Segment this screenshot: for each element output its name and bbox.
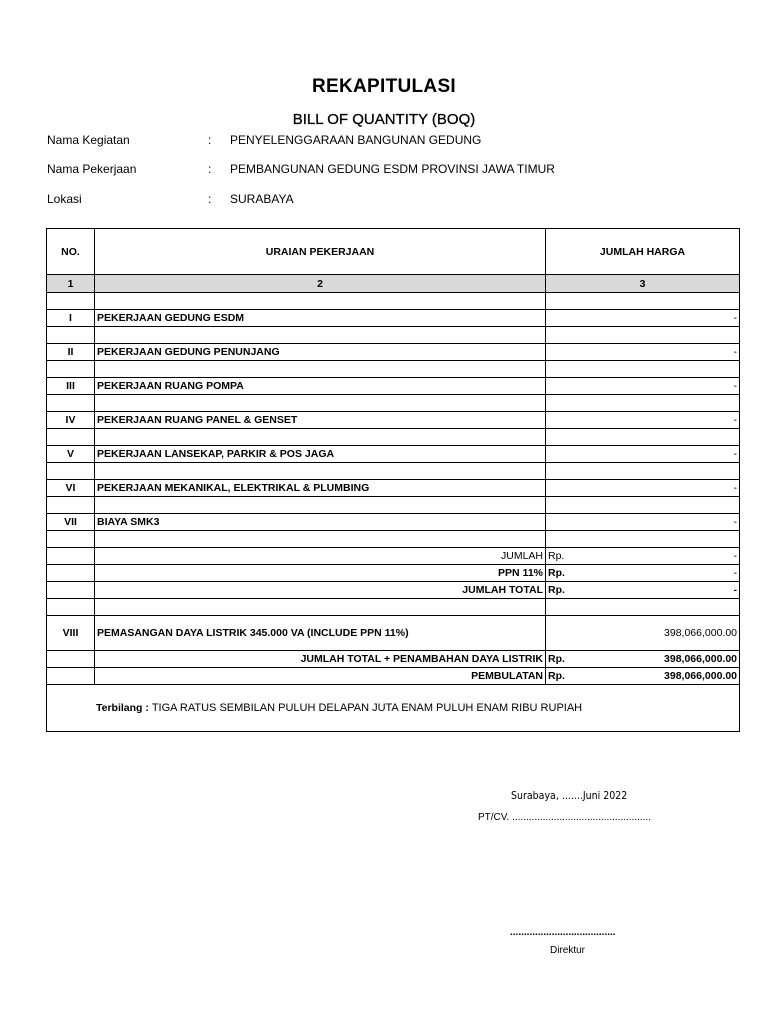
pembulatan-row xyxy=(47,668,740,685)
item-no: III xyxy=(47,378,95,395)
spacer-row xyxy=(47,599,740,616)
spacer-row xyxy=(47,327,740,344)
table-row xyxy=(47,378,740,395)
item-no: VI xyxy=(47,480,95,497)
table-row xyxy=(47,480,740,497)
ppn-amount: - xyxy=(582,565,740,582)
info-value: PENYELENGGARAAN BANGUNAN GEDUNG xyxy=(230,133,482,147)
info-label: Lokasi xyxy=(47,192,82,206)
item-amount: - xyxy=(546,514,740,531)
spacer-row xyxy=(47,531,740,548)
column-number-3: 3 xyxy=(546,275,740,293)
spacer-row xyxy=(47,361,740,378)
jumlah-row xyxy=(47,548,740,565)
total-daya-currency: Rp. xyxy=(546,651,582,668)
item-desc: PEMASANGAN DAYA LISTRIK 345.000 VA (INCLUDE PPN 11%) xyxy=(95,616,546,651)
table-row xyxy=(47,514,740,531)
total-daya-row xyxy=(47,651,740,668)
item-amount: - xyxy=(546,480,740,497)
jumlah-total-label: JUMLAH TOTAL xyxy=(95,582,546,599)
item-desc: BIAYA SMK3 xyxy=(95,514,546,531)
jumlah-label: JUMLAH xyxy=(95,548,546,565)
info-label: Nama Pekerjaan xyxy=(47,162,137,176)
column-number-row xyxy=(47,275,740,293)
signatory-title: Direktur xyxy=(550,945,586,956)
info-label: Nama Kegiatan xyxy=(47,133,130,147)
item-amount: - xyxy=(546,446,740,463)
jumlah-amount: - xyxy=(582,548,740,565)
info-colon: : xyxy=(208,192,212,206)
pembulatan-label: PEMBULATAN xyxy=(95,668,546,685)
item-amount: - xyxy=(546,378,740,395)
spacer-row xyxy=(47,395,740,412)
item-desc: PEKERJAAN GEDUNG ESDM xyxy=(95,310,546,327)
item-no: VIII xyxy=(47,616,95,651)
spacer-row xyxy=(47,293,740,310)
column-number-2: 2 xyxy=(95,275,546,293)
item-desc: PEKERJAAN MEKANIKAL, ELEKTRIKAL & PLUMBING xyxy=(95,480,546,497)
document-title: REKAPITULASI xyxy=(312,76,456,97)
item-desc: PEKERJAAN RUANG POMPA xyxy=(95,378,546,395)
info-colon: : xyxy=(208,133,212,147)
terbilang-value: TIGA RATUS SEMBILAN PULUH DELAPAN JUTA ENAM PULUH ENAM RIBU RUPIAH xyxy=(151,702,583,714)
item-no: V xyxy=(47,446,95,463)
ppn-label: PPN 11% xyxy=(95,565,546,582)
terbilang-label: Terbilang : xyxy=(96,702,149,714)
document-subtitle: BILL OF QUANTITY (BOQ) xyxy=(292,111,476,128)
header-no: NO. xyxy=(47,229,95,275)
boq-table xyxy=(46,228,740,732)
jumlah-currency: Rp. xyxy=(546,548,582,565)
item-no: VII xyxy=(47,514,95,531)
ppn-row xyxy=(47,565,740,582)
item-desc: PEKERJAAN GEDUNG PENUNJANG xyxy=(95,344,546,361)
table-row xyxy=(47,344,740,361)
jumlah-total-currency: Rp. xyxy=(546,582,582,599)
item-desc: PEKERJAAN LANSEKAP, PARKIR & POS JAGA xyxy=(95,446,546,463)
total-daya-label: JUMLAH TOTAL + PENAMBAHAN DAYA LISTRIK xyxy=(95,651,546,668)
company-line: PT/CV. .................................................. xyxy=(478,812,652,823)
item-no: I xyxy=(47,310,95,327)
table-row xyxy=(47,412,740,429)
item-amount: 398,066,000.00 xyxy=(546,616,740,651)
header-uraian: URAIAN PEKERJAAN xyxy=(95,229,546,275)
terbilang-row xyxy=(47,685,740,732)
item-amount: - xyxy=(546,344,740,361)
item-amount: - xyxy=(546,412,740,429)
total-daya-amount: 398,066,000.00 xyxy=(582,651,740,668)
table-header-row xyxy=(47,229,740,275)
ppn-currency: Rp. xyxy=(546,565,582,582)
signature-line: ...................................... xyxy=(510,927,616,938)
spacer-row xyxy=(47,463,740,480)
table-row xyxy=(47,310,740,327)
item-amount: - xyxy=(546,310,740,327)
info-colon: : xyxy=(208,162,212,176)
info-value: SURABAYA xyxy=(230,192,294,206)
jumlah-total-amount: - xyxy=(582,582,740,599)
pembulatan-currency: Rp. xyxy=(546,668,582,685)
spacer-row xyxy=(47,429,740,446)
item-desc: PEKERJAAN RUANG PANEL & GENSET xyxy=(95,412,546,429)
place-date: Surabaya, .......Juni 2022 xyxy=(511,790,628,802)
item-no: IV xyxy=(47,412,95,429)
header-jumlah: JUMLAH HARGA xyxy=(546,229,740,275)
table-row xyxy=(47,446,740,463)
table-row xyxy=(47,616,740,651)
pembulatan-amount: 398,066,000.00 xyxy=(582,668,740,685)
spacer-row xyxy=(47,497,740,514)
jumlah-total-row xyxy=(47,582,740,599)
info-value: PEMBANGUNAN GEDUNG ESDM PROVINSI JAWA TIMUR xyxy=(230,162,555,176)
item-no: II xyxy=(47,344,95,361)
column-number-1: 1 xyxy=(47,275,95,293)
